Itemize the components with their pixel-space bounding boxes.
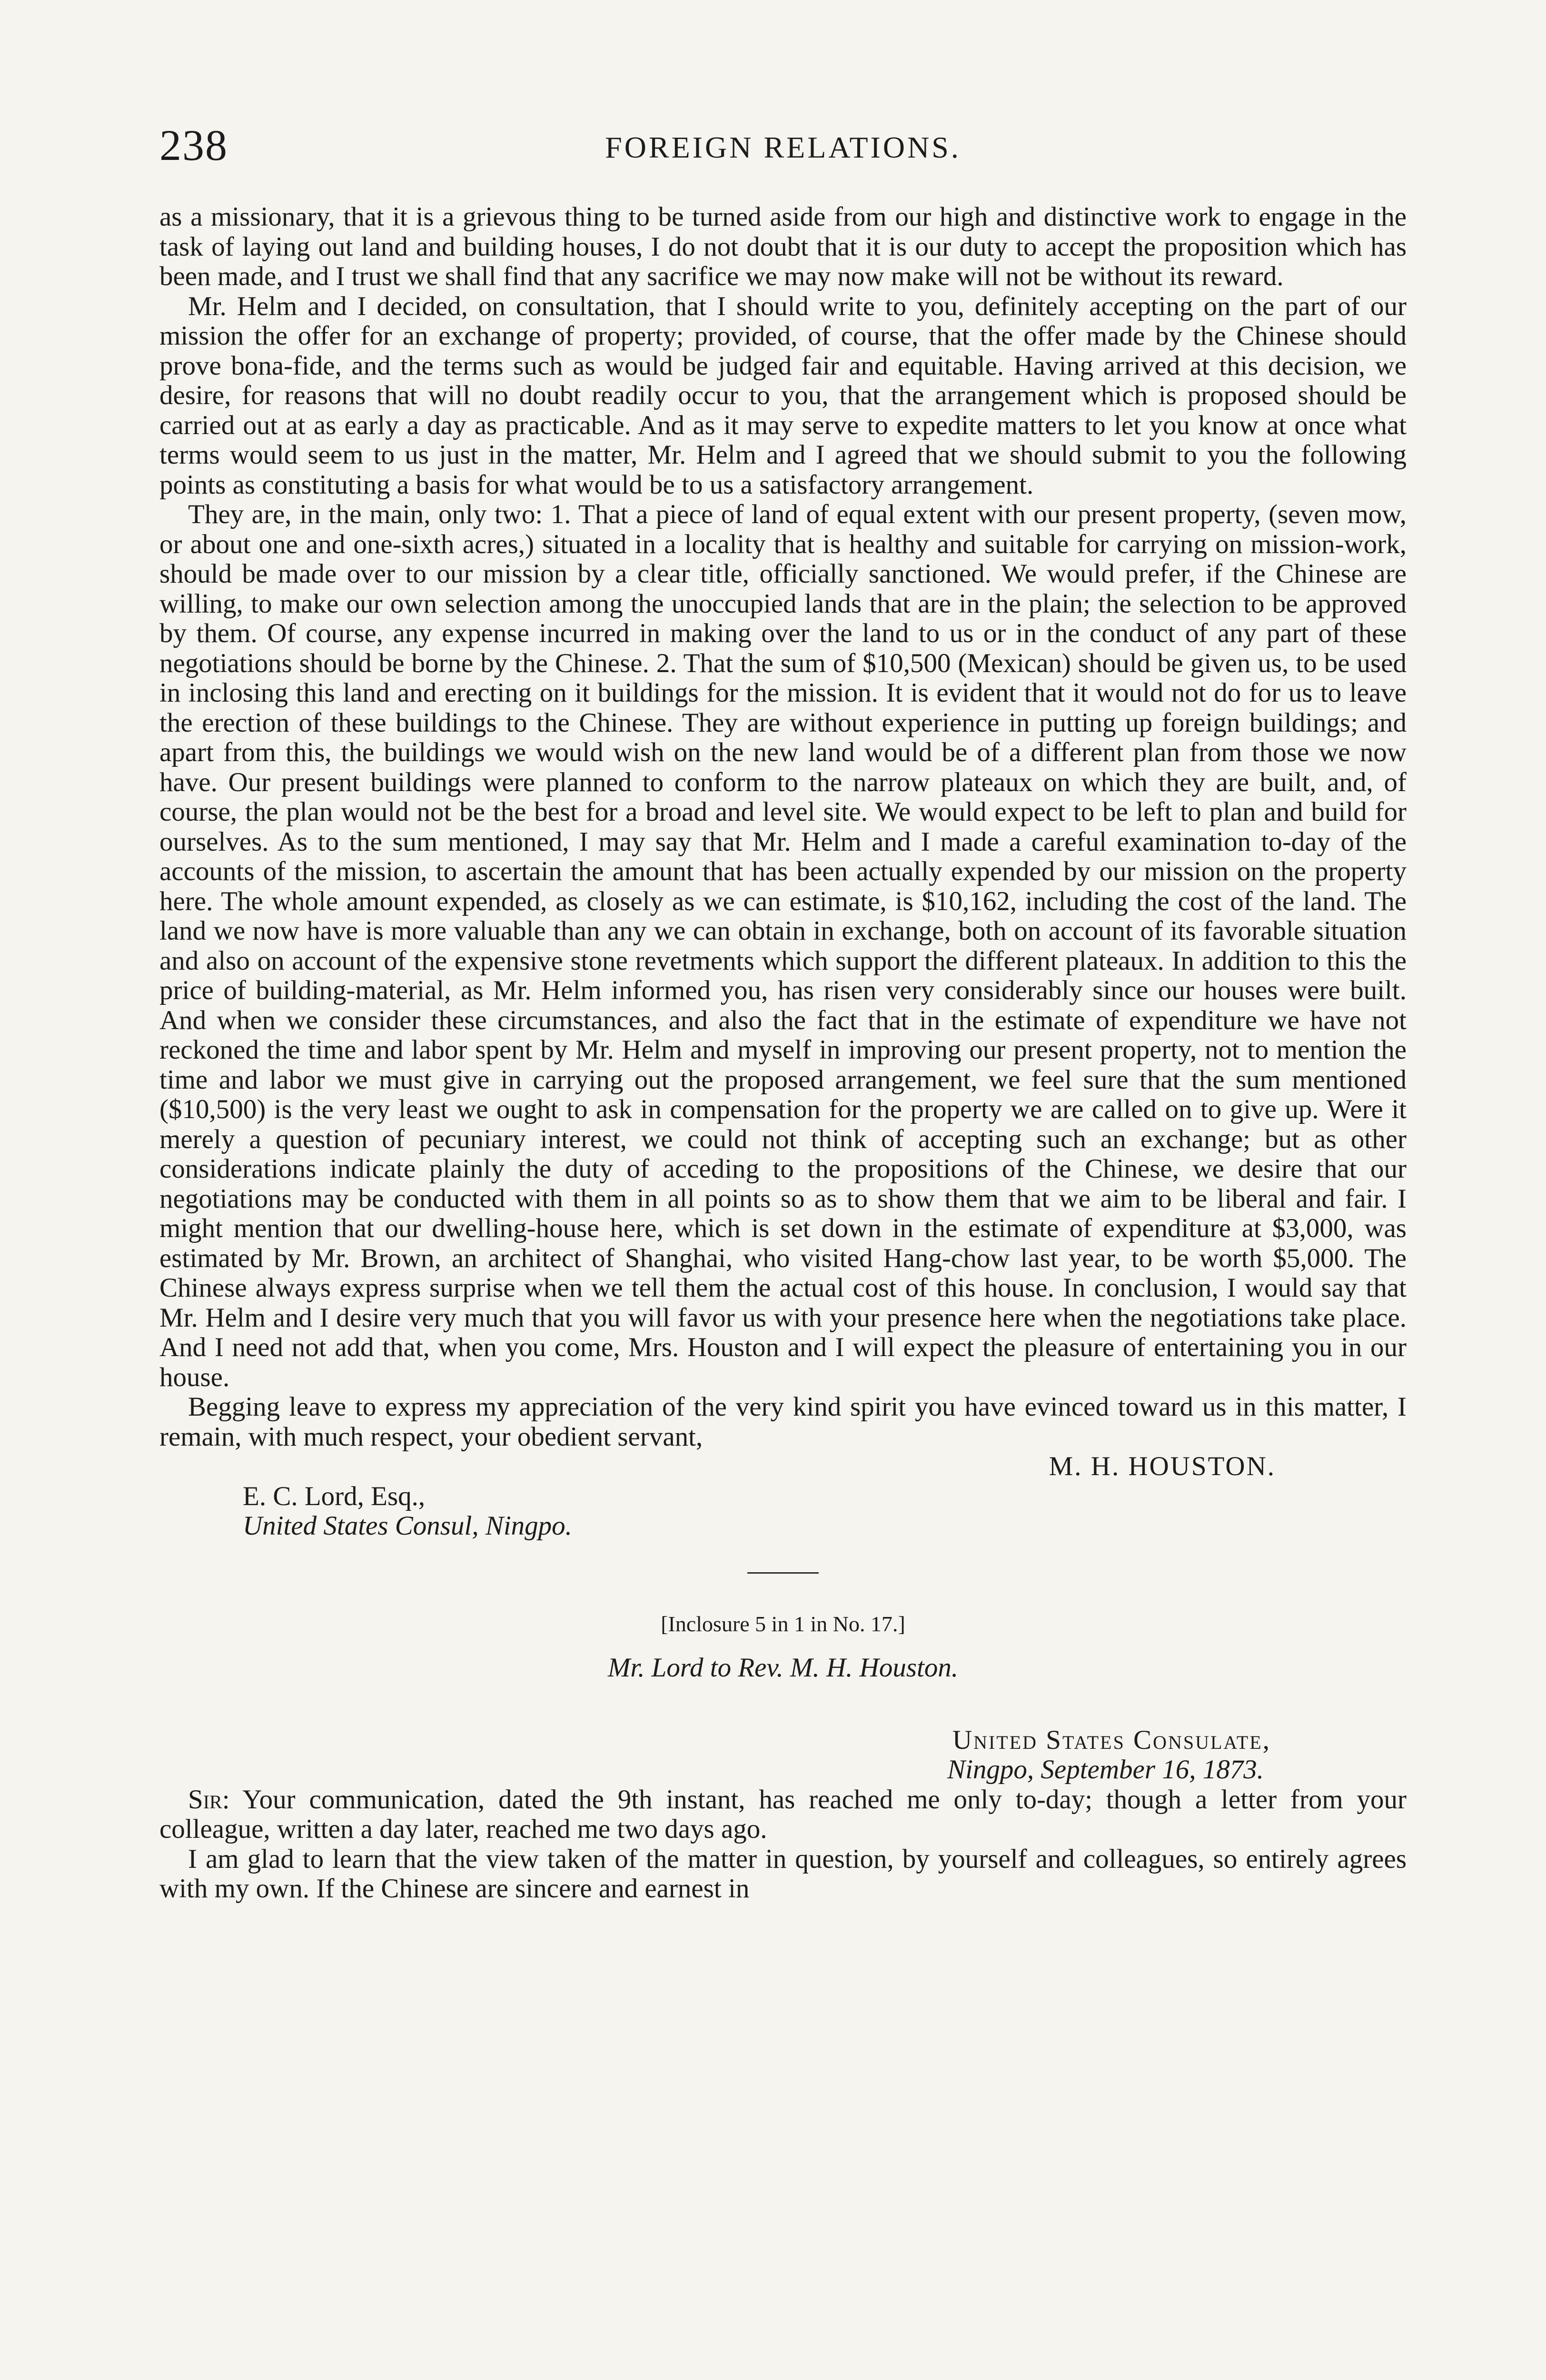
inclosure-label: [Inclosure 5 in 1 in No. 17.]	[661, 1611, 905, 1636]
letter-2-paragraph-2: I am glad to learn that the view taken of the matter in question, by yourself and colleagues, so entirely agrees with my own. If the Chinese are sincere and earnest in	[159, 1844, 1407, 1904]
consulate-name: United States Consulate,	[952, 1725, 1271, 1755]
signature: M. H. HOUSTON.	[1049, 1451, 1276, 1481]
running-head: FOREIGN RELATIONS.	[605, 130, 961, 164]
letter-1-closing: Begging leave to express my appreciation of the very kind spirit you have evinced toward us in this matter, I remain, with much respect, your obedient servant,	[159, 1392, 1407, 1452]
section-divider	[747, 1572, 819, 1574]
letter-2-paragraph-1	[159, 1785, 1407, 1844]
addressee-name: E. C. Lord, Esq.,	[243, 1481, 426, 1511]
letter-2-heading: Mr. Lord to Rev. M. H. Houston.	[607, 1652, 959, 1683]
page-number: 238	[159, 121, 228, 169]
letter-2-paragraph-1-text: Your communication, dated the 9th instant, has reached me only to-day; though a letter from your colleague, written a day later, reached me two days ago.	[159, 1784, 1407, 1844]
letter-1-paragraph-3: They are, in the main, only two: 1. That a piece of land of equal extent with our present property, (seven mow, or about one and one-sixth acres,) situated in a locality that is healthy and suitable for carrying on mission-work, should be made over to our mission by a clear title, officially sanctioned. We would prefer, if the Chinese are willing, to make our own selection among the unoccupied lands that are in the plain; the selection to be approved by them. Of course, any expense incurred in making over the land to us or in the conduct of any part of these negotiations should be borne by the Chinese. 2. That the sum of $10,500 (Mexican) should be given us, to be used in inclosing this land and erecting on it buildings for the mission. It is evident that it would not do for us to leave the erection of these buildings to the Chinese. They are without experience in putting up foreign buildings; and apart from this, the buildings we would wish on the new land would be of a different plan from those we now have. Our present buildings were planned to conform to the narrow plateaux on which they are built, and, of course, the plan would not be the best for a broad and level site. We would expect to be left to plan and build for ourselves. As to the sum mentioned, I may say that Mr. Helm and I made a careful examination to-day of the accounts of the mission, to ascertain the amount that has been actually expended by our mission on the property here. The whole amount expended, as closely as we can estimate, is $10,162, including the cost of the land. The land we now have is more valuable than any we can obtain in exchange, both on account of its favorable situation and also on account of the expensive stone revetments which support the different plateaux. In addition to this the price of building-material, as Mr. Helm informed you, has risen very considerably since our houses were built. And when we consider these circumstances, and also the fact that in the estimate of expenditure we have not reckoned the time and labor spent by Mr. Helm and myself in improving our present property, not to mention the time and labor we must give in carrying out the proposed arrangement, we feel sure that the sum mentioned ($10,500) is the very least we ought to ask in compensation for the property we are called on to give up. Were it merely a question of pecuniary interest, we could not think of accepting such an exchange; but as other considerations indicate plainly the duty of acceding to the propositions of the Chinese, we desire that our negotiations may be conducted with them in all points so as to show them that we aim to be liberal and fair. I might mention that our dwelling-house here, which is set down in the estimate of expenditure at $3,000, was estimated by Mr. Brown, an architect of Shanghai, who visited Hang-chow last year, to be worth $5,000. The Chinese always express surprise when we tell them the actual cost of this house. In conclusion, I would say that Mr. Helm and I desire very much that you will favor us with your presence here when the negotiations take place. And I need not add that, when you come, Mrs. Houston and I will expect the pleasure of entertaining you in our house.	[159, 499, 1407, 1392]
document-body	[159, 202, 1407, 1904]
addressee-title: United States Consul, Ningpo.	[243, 1511, 572, 1541]
letter-date: Ningpo, September 16, 1873.	[947, 1755, 1264, 1785]
salutation: Sir:	[188, 1784, 230, 1815]
letter-1-paragraph-1: as a missionary, that it is a grievous thing to be turned aside from our high and distinctive work to engage in the task of laying out land and building houses, I do not doubt that it is our duty to accept the proposition which has been made, and I trust we shall find that any sacrifice we may now make will not be without its reward.	[159, 202, 1407, 291]
page-header	[159, 119, 1407, 176]
letter-1-paragraph-2: Mr. Helm and I decided, on consultation, that I should write to you, definitely accepting on the part of our mission the offer for an exchange of property; provided, of course, that the offer made by the Chinese should prove bona-fide, and the terms such as would be judged fair and equitable. Having arrived at this decision, we desire, for reasons that will no doubt readily occur to you, that the arrangement which is proposed should be carried out at as early a day as practicable. And as it may serve to expedite matters to let you know at once what terms would seem to us just in the matter, Mr. Helm and I agreed that we should submit to you the following points as constituting a basis for what would be to us a satisfactory arrangement.	[159, 291, 1407, 500]
